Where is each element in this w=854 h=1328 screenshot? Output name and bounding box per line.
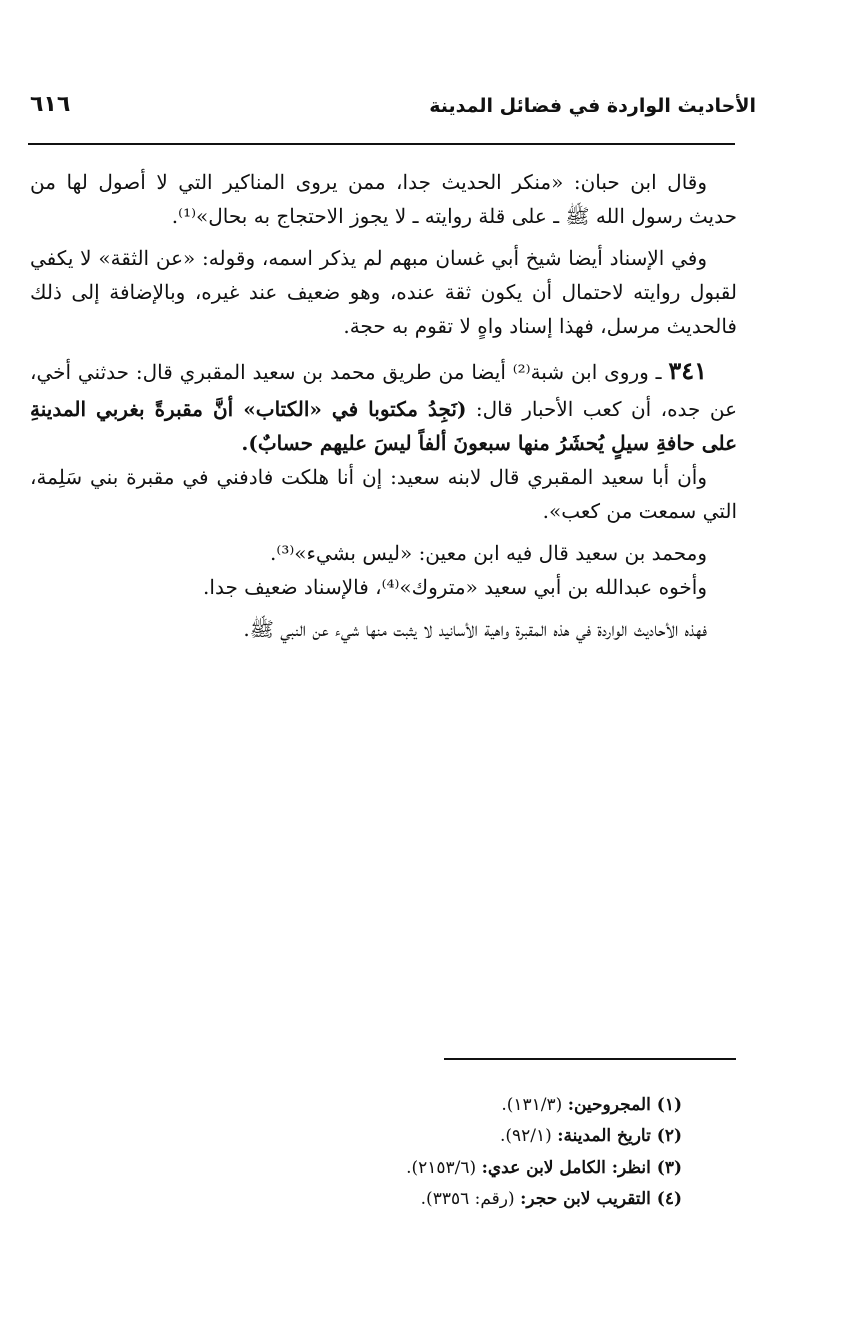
- running-title: الأحاديث الواردة في فضائل المدينة: [429, 95, 756, 117]
- note-line-1: ومحمد بن سعيد قال فيه ابن معين: «ليس بشيء»⁽³⁾.: [270, 540, 707, 565]
- paragraph-ibn-hibban: وقال ابن حبان: «منكر الحديث جدا، ممن يروى المناكير التي لا أصول لها من حديث رسول الله ﷺ ـ على قلة روايته ـ لا يجوز الاحتجاج به بحال»⁽¹⁾.: [30, 170, 737, 228]
- footnote-4-ref: (رقم: ٣٣٥٦).: [420, 1189, 515, 1210]
- hadith-number: ٣٤١: [668, 356, 708, 385]
- footnote-3: [262, 1153, 682, 1184]
- footnote-3-label: (٣) انظر: الكامل لابن عدي:: [481, 1157, 682, 1178]
- note-line-2: وأخوه عبدالله بن أبي سعيد «متروك»⁽⁴⁾، فالإسناد ضعيف جدا.: [203, 574, 707, 599]
- header-divider: [28, 143, 735, 145]
- footnote-4: [262, 1184, 682, 1215]
- paragraph-followup: وأن أبا سعيد المقبري قال لابنه سعيد: إن أنا هلكت فادفني في مقبرة بني سَلِمة، التي سمعت من كعب».: [30, 464, 737, 523]
- footnote-4-label: (٤) التقريب لابن حجر:: [520, 1189, 682, 1210]
- hadith-quote: (نَجِدُ مكتوبا في «الكتاب» أنَّ مقبرةً بغربي المدينةِ على حافةِ سيلٍ يُحشَرُ منها سبعونَ ألفاً ليسَ عليهم حسابٌ).: [30, 396, 737, 455]
- footnote-divider: [444, 1058, 736, 1060]
- page-number: ٦١٦: [30, 92, 71, 117]
- paragraph-conclusion: فهذه الأحاديث الواردة في هذه المقبرة واهية الأسانيد لا يثبت منها شيء عن النبي ﷺ.: [243, 616, 707, 641]
- footnote-3-ref: (٢١٥٣/٦).: [406, 1157, 477, 1178]
- footnote-1-ref: (١٣١/٣).: [501, 1095, 563, 1115]
- footnote-1: [262, 1090, 682, 1121]
- paragraph-isnad: وفي الإسناد أيضا شيخ أبي غسان مبهم لم يذكر اسمه، وقوله: «عن الثقة» لا يكفي لقبول روايته لاحتمال أن يكون ثقة عنده، وهو ضعيف عند غيره، وبالإضافة إلى ذلك فالحديث مرسل، فهذا إسناد واهٍ لا تقوم به حجة.: [30, 246, 737, 338]
- body-text: [30, 165, 737, 654]
- hadith-lead: ـ وروى ابن شبة⁽²⁾ أيضا من طريق محمد بن سعيد المقبري قال: حدثني أخي، عن جده، أن كعب الأحبار قال:: [30, 360, 737, 421]
- footnotes: [262, 1090, 682, 1216]
- footnote-1-label: (١) المجروحين:: [567, 1095, 682, 1115]
- footnote-2: [262, 1121, 682, 1152]
- footnote-2-ref: (٩٢/١).: [499, 1126, 552, 1147]
- footnote-2-label: (٢) تاريخ المدينة:: [557, 1126, 682, 1147]
- paragraph-hadith: [30, 351, 737, 460]
